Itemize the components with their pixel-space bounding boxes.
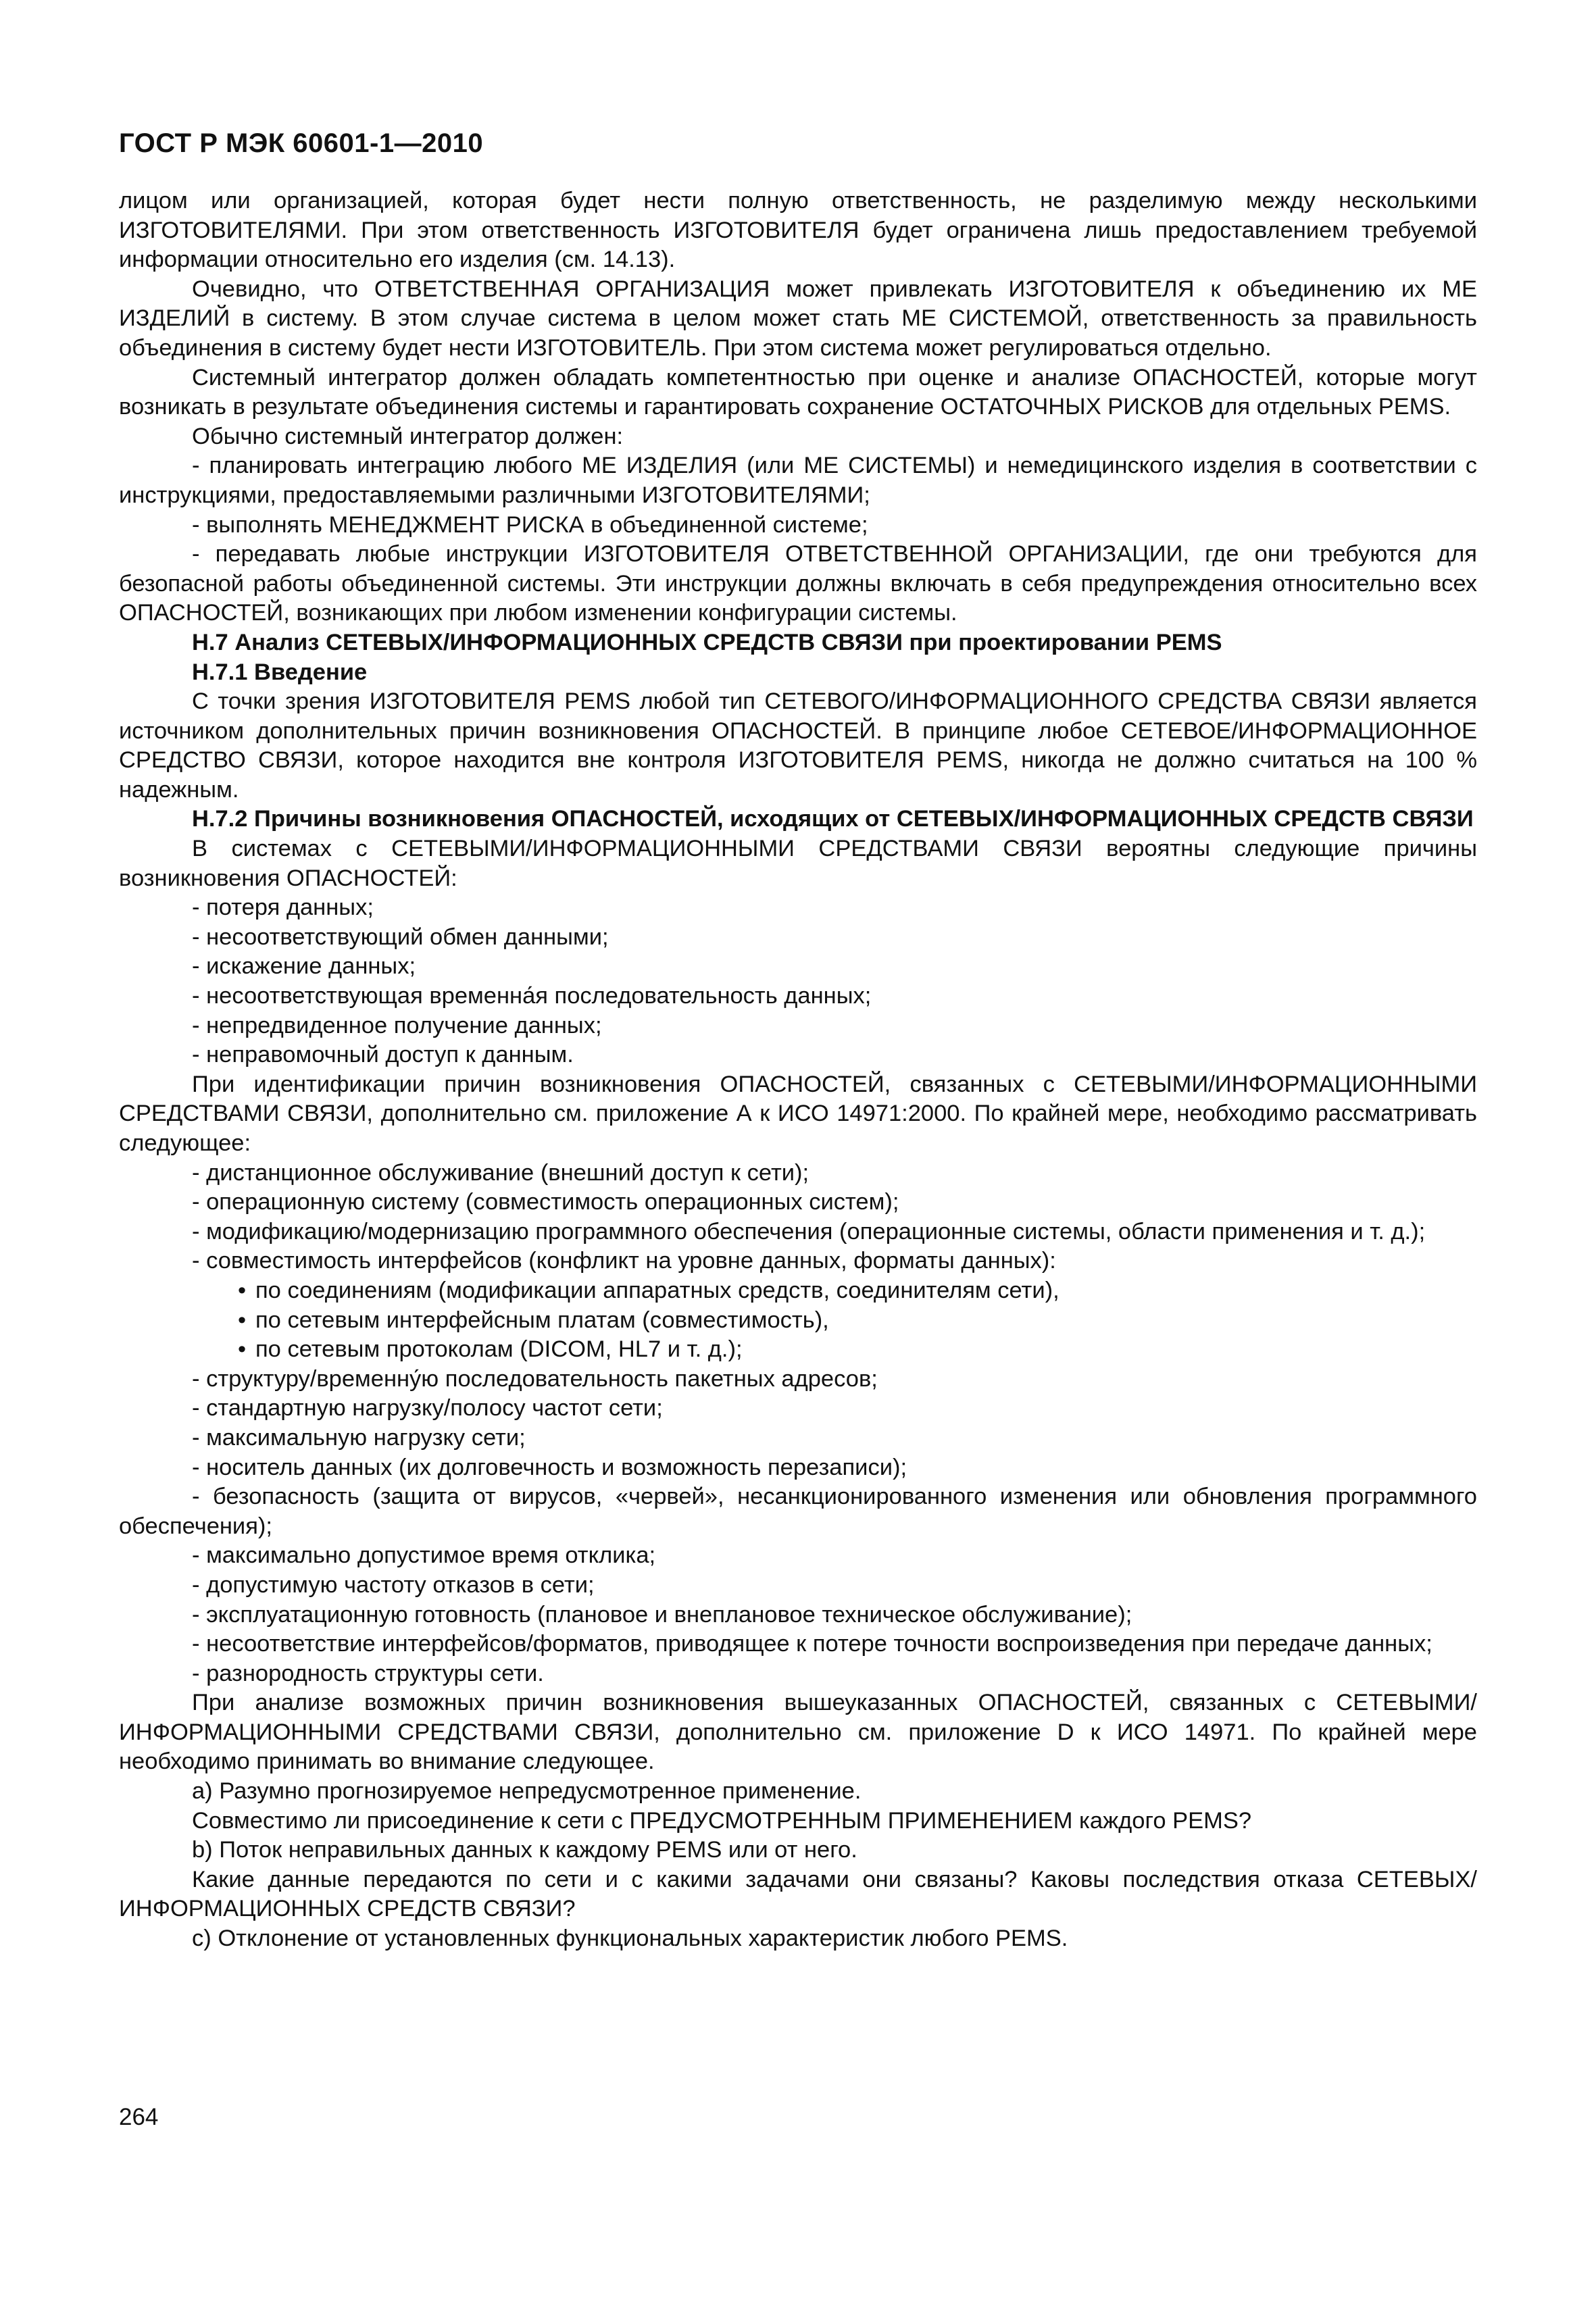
subsection-heading: Н.7.1 Введение [192,659,368,685]
list-item: - непредвиденное получение данных; [192,1012,602,1038]
document-body [119,186,1477,1954]
list-item: - носитель данных (их долговечность и возможность перезаписи); [192,1454,907,1480]
paragraph: Системный интегратор должен обладать компетентностью при оценке и анализе ОПАСНОСТЕЙ, которые могут возникать в результате объединения системы и гарантировать сохранение ОСТАТОЧНЫХ РИСКОВ для отдельных PEMS. [119,364,1477,420]
paragraph: c) Отклонение от установленных функциональных характеристик любого PEMS. [192,1926,1068,1952]
list-item: - максимально допустимое время отклика; [192,1542,656,1569]
list-item: - потеря данных; [192,895,374,921]
bullet-item: • по соединениям (модификации аппаратных средств, соединителям сети), [119,1276,1477,1306]
paragraph: Обычно системный интегратор должен: [192,423,624,449]
list-item: - неправомочный доступ к данным. [192,1042,574,1068]
subsection-heading: Н.7.2 Причины возникновения ОПАСНОСТЕЙ, исходящих от СЕТЕВЫХ/ИНФОРМАЦИОННЫХ СРЕДСТВ СВЯЗИ [192,806,1474,832]
paragraph: Совместимо ли присоединение к сети с ПРЕДУСМОТРЕННЫМ ПРИМЕНЕНИЕМ каждого PEMS? [192,1807,1252,1834]
paragraph: С точки зрения ИЗГОТОВИТЕЛЯ PEMS любой тип СЕТЕВОГО/ИНФОРМАЦИОННОГО СРЕДСТВА СВЯЗИ является источником дополнительных причин возникновения ОПАСНОСТЕЙ. В принципе любое СЕТЕВОЕ/ИНФОРМАЦИОННОЕ СРЕДСТВО СВЯЗИ, которое находится вне контроля ИЗГОТОВИТЕЛЯ PEMS, никогда не должно считаться на 100 % надежным. [119,688,1477,803]
document-header: ГОСТ Р МЭК 60601-1—2010 [119,128,484,158]
list-item: - стандартную нагрузку/полосу частот сети; [192,1395,663,1422]
list-item: - несоответствующий обмен данными; [192,924,609,950]
list-item: - разнородность структуры сети. [192,1660,544,1686]
paragraph: Какие данные передаются по сети и с какими задачами они связаны? Каковы последствия отказа СЕТЕВЫХ/ИНФОРМАЦИОННЫХ СРЕДСТВ СВЯЗИ? [119,1866,1477,1922]
list-item: - искажение данных; [192,953,416,980]
paragraph: При идентификации причин возникновения ОПАСНОСТЕЙ, связанных с СЕТЕВЫМИ/ИНФОРМАЦИОННЫМИ СРЕДСТВАМИ СВЯЗИ, дополнительно см. приложение А к ИСО 14971:2000. По крайней мере, необходимо рассматривать следующее: [119,1071,1477,1156]
list-item: - структуру/временну́ю последовательность пакетных адресов; [192,1365,878,1392]
list-item: - совместимость интерфейсов (конфликт на уровне данных, форматы данных): [192,1248,1056,1274]
paragraph: При анализе возможных причин возникновения вышеуказанных ОПАСНОСТЕЙ, связанных с СЕТЕВЫМИ/ИНФОРМАЦИОННЫМИ СРЕДСТВАМИ СВЯЗИ, дополнительно см. приложение D к ИСО 14971. По крайней мере необходимо принимать во внимание следующее. [119,1690,1477,1775]
paragraph: b) Поток неправильных данных к каждому PEMS или от него. [192,1837,857,1863]
bullet-icon: • [238,1277,247,1303]
list-item: - передавать любые инструкции ИЗГОТОВИТЕЛЯ ОТВЕТСТВЕННОЙ ОРГАНИЗАЦИИ, где они требуются для безопасной работы объединенной системы. Эти инструкции должны включать в себя предупреждения относительно всех ОПАСНОСТЕЙ, возникающих при любом изменении конфигурации системы. [119,541,1477,626]
list-item: - несоответствующая временна́я последовательность данных; [192,983,872,1009]
paragraph: a) Разумно прогнозируемое непредусмотренное применение. [192,1778,862,1805]
bullet-icon: • [238,1307,247,1333]
page-number: 264 [119,2104,159,2130]
list-item: - операционную систему (совместимость операционных систем); [192,1189,899,1215]
list-item: - эксплуатационную готовность (плановое и внеплановое техническое обслуживание); [192,1601,1132,1628]
list-item: - модификацию/модернизацию программного обеспечения (операционные системы, области применения и т. д.); [192,1218,1426,1244]
list-item: - допустимую частоту отказов в сети; [192,1571,595,1598]
bullet-icon: • [238,1336,247,1363]
paragraph: Очевидно, что ОТВЕТСТВЕННАЯ ОРГАНИЗАЦИЯ может привлекать ИЗГОТОВИТЕЛЯ к объединению их МЕ ИЗДЕЛИЙ в систему. В этом случае система в целом может стать МЕ СИСТЕМОЙ, ответственность за правильность объединения в систему будет нести ИЗГОТОВИТЕЛЬ. При этом система может регулироваться отдельно. [119,276,1477,361]
list-item: - дистанционное обслуживание (внешний доступ к сети); [192,1159,809,1186]
paragraph: лицом или организацией, которая будет нести полную ответственность, не разделимую между несколькими ИЗГОТОВИТЕЛЯМИ. При этом ответственность ИЗГОТОВИТЕЛЯ будет ограничена лишь предоставлением требуемой информации относительно его изделия (см. 14.13). [119,188,1477,273]
section-heading: Н.7 Анализ СЕТЕВЫХ/ИНФОРМАЦИОННЫХ СРЕДСТВ СВЯЗИ при проектировании PEMS [192,629,1222,655]
list-item: - несоответствие интерфейсов/форматов, приводящее к потере точности воспроизведения при передаче данных; [192,1631,1432,1657]
paragraph: В системах с СЕТЕВЫМИ/ИНФОРМАЦИОННЫМИ СРЕДСТВАМИ СВЯЗИ вероятны следующие причины возникновения ОПАСНОСТЕЙ: [119,836,1477,891]
list-item: - выполнять МЕНЕДЖМЕНТ РИСКА в объединенной системе; [192,511,868,538]
bullet-item: • по сетевым протоколам (DICOM, HL7 и т. д.); [119,1335,1477,1365]
list-item: - планировать интеграцию любого МЕ ИЗДЕЛИЯ (или МЕ СИСТЕМЫ) и немедицинского изделия в соответствии с инструкциями, предоставляемыми различными ИЗГОТОВИТЕЛЯМИ; [119,453,1477,508]
list-item: - максимальную нагрузку сети; [192,1424,526,1451]
list-item: - безопасность (защита от вирусов, «червей», несанкционированного изменения или обновления программного обеспечения); [119,1484,1477,1539]
bullet-item: • по сетевым интерфейсным платам (совместимость), [119,1306,1477,1336]
